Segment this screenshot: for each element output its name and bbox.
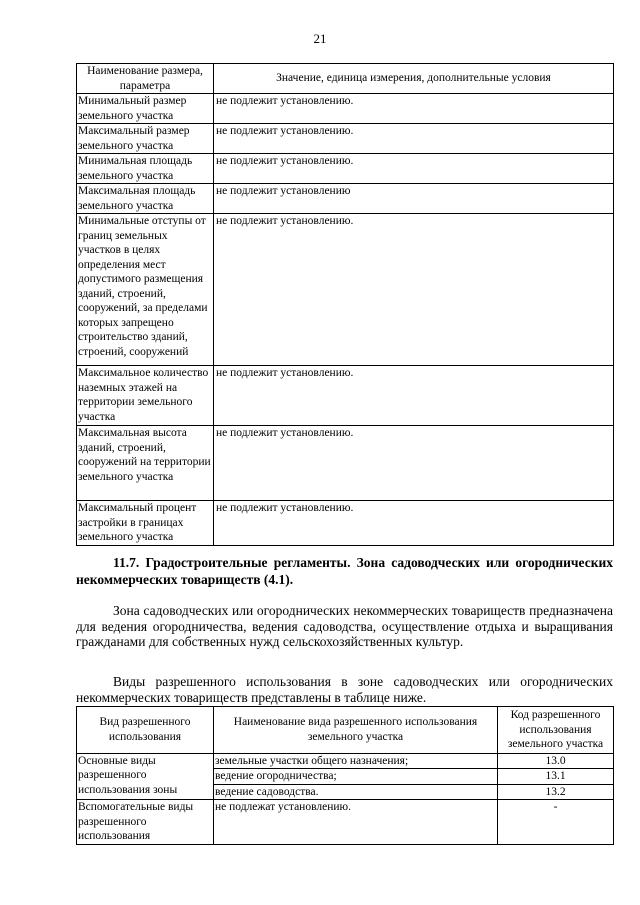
- parameter-name: Максимальное количество наземных этажей на территории земельного участка: [77, 366, 214, 426]
- parameter-value: не подлежит установлению.: [214, 94, 614, 124]
- parameter-name: Максимальная высота зданий, строений, сооружений на территории земельного участка: [77, 426, 214, 501]
- table-row: [77, 154, 614, 184]
- parameter-value: не подлежит установлению.: [214, 426, 614, 501]
- table-header-row: [77, 707, 614, 754]
- use-kind: Вспомогательные виды разрешенного использования: [77, 800, 214, 845]
- table-row: [77, 366, 614, 426]
- header-parameter-name: Наименование размера, параметра: [77, 64, 214, 94]
- table-row: [77, 184, 614, 214]
- parameter-value: не подлежит установлению.: [214, 366, 614, 426]
- table-row: [77, 214, 614, 366]
- table-row: [77, 426, 614, 501]
- use-name: ведение садоводства.: [214, 784, 498, 800]
- parameter-name: Максимальная площадь земельного участка: [77, 184, 214, 214]
- table-header-row: [77, 64, 614, 94]
- use-code: -: [498, 800, 614, 845]
- use-name: ведение огородничества;: [214, 769, 498, 785]
- use-code: 13.1: [498, 769, 614, 785]
- table-row: [77, 94, 614, 124]
- parameter-name: Максимальный процент застройки в границах земельного участка: [77, 501, 214, 546]
- section-paragraph: Виды разрешенного использования в зоне садоводческих или огороднических некоммерческих товариществ представлены в таблице ниже.: [76, 674, 613, 705]
- parameter-value: не подлежит установлению.: [214, 124, 614, 154]
- permitted-uses-table: [76, 706, 614, 845]
- parameters-table: [76, 63, 614, 546]
- parameter-name: Максимальный размер земельного участка: [77, 124, 214, 154]
- parameter-value: не подлежит установлению.: [214, 501, 614, 546]
- parameter-name: Минимальный размер земельного участка: [77, 94, 214, 124]
- parameter-name: Минимальные отступы от границ земельных участков в целях определения мест допустимого размещения зданий, строений, сооружений, за пределами которых запрещено строительство зданий, строений, сооружений: [77, 214, 214, 366]
- header-parameter-value: Значение, единица измерения, дополнительные условия: [214, 64, 614, 94]
- table-row: [77, 753, 614, 769]
- table-row: [77, 501, 614, 546]
- header-use-kind: Вид разрешенного использования: [77, 707, 214, 754]
- use-name: не подлежат установлению.: [214, 800, 498, 845]
- header-use-name: Наименование вида разрешенного использования земельного участка: [214, 707, 498, 754]
- use-code: 13.0: [498, 753, 614, 769]
- table-row: [77, 124, 614, 154]
- header-use-code: Код разрешенного использования земельного участка: [498, 707, 614, 754]
- use-kind: Основные виды разрешенного использования зоны: [77, 753, 214, 800]
- parameter-value: не подлежит установлению.: [214, 154, 614, 184]
- table-row: [77, 800, 614, 845]
- page-number: 21: [313, 31, 327, 46]
- section-heading: 11.7. Градостроительные регламенты. Зона садоводческих или огороднических некоммерческих товариществ (4.1).: [76, 555, 613, 587]
- parameter-value: не подлежит установлению: [214, 184, 614, 214]
- use-code: 13.2: [498, 784, 614, 800]
- parameter-name: Минимальная площадь земельного участка: [77, 154, 214, 184]
- section-paragraph: Зона садоводческих или огороднических некоммерческих товариществ предназначена для ведения огородничества, ведения садоводства, осуществление отдыха и выращивания гражданами для собственных нужд сельскохозяйственных культур.: [76, 603, 613, 649]
- use-name: земельные участки общего назначения;: [214, 753, 498, 769]
- parameter-value: не подлежит установлению.: [214, 214, 614, 366]
